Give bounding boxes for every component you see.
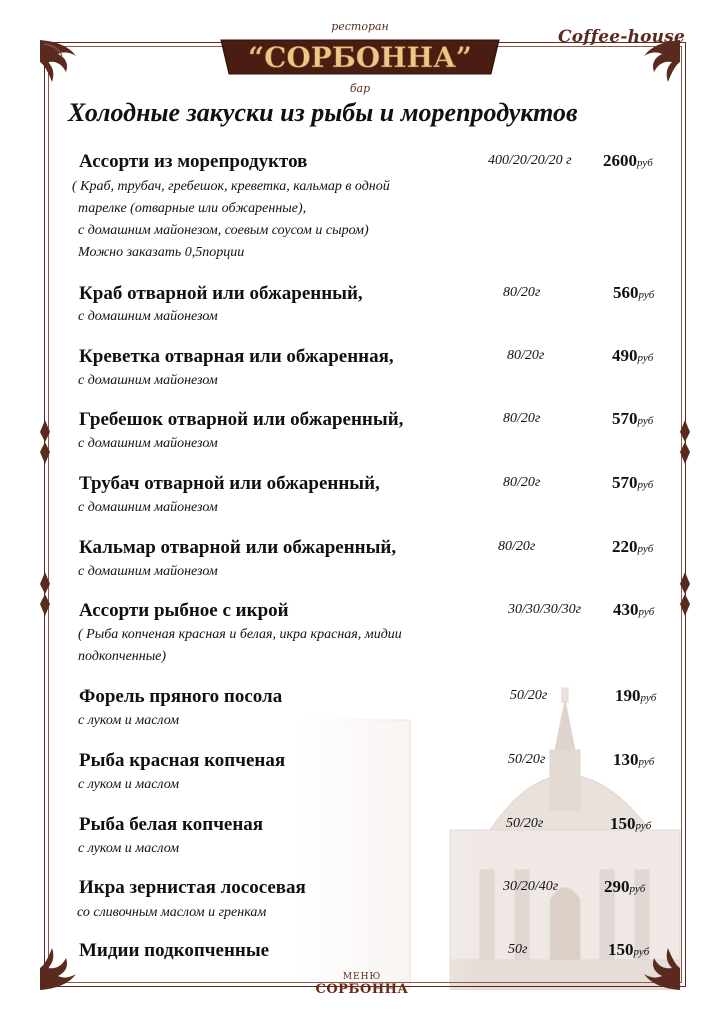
item-desc-line: с домашним майонезом bbox=[78, 309, 218, 324]
item-desc-line: Можно заказать 0,5порции bbox=[78, 245, 245, 260]
price-value: 190 bbox=[615, 686, 641, 705]
item-price bbox=[604, 877, 645, 897]
item-weight: 80/20г bbox=[507, 348, 545, 363]
price-value: 570 bbox=[612, 473, 638, 492]
item-name: Ассорти из морепродуктов bbox=[79, 151, 308, 172]
price-value: 570 bbox=[612, 409, 638, 428]
item-price bbox=[613, 750, 654, 770]
price-currency: руб bbox=[637, 415, 654, 427]
footer-logo bbox=[312, 972, 412, 1006]
item-name: Ассорти рыбное с икрой bbox=[79, 600, 289, 621]
price-value: 220 bbox=[612, 537, 638, 556]
item-weight: 80/20г bbox=[503, 475, 541, 490]
item-weight: 30/30/30/30г bbox=[508, 602, 582, 617]
item-name: Икра зернистая лососевая bbox=[79, 877, 306, 898]
section-title: Холодные закуски из рыбы и морепродуктов bbox=[68, 98, 578, 127]
item-weight: 50г bbox=[508, 942, 528, 957]
price-value: 150 bbox=[610, 814, 636, 833]
logo-banner bbox=[215, 34, 505, 80]
item-weight: 80/20г bbox=[503, 285, 541, 300]
item-desc-line: тарелке (отварные или обжаренные), bbox=[78, 201, 307, 216]
price-value: 130 bbox=[613, 750, 639, 769]
restaurant-logo bbox=[215, 18, 505, 95]
item-price bbox=[615, 686, 656, 706]
price-currency: руб bbox=[640, 692, 657, 704]
item-desc-line: с домашним майонезом bbox=[78, 436, 218, 451]
item-desc-line: ( Рыба копченая красная и белая, икра красная, мидии bbox=[78, 627, 402, 642]
item-name: Гребешок отварной или обжаренный, bbox=[79, 409, 404, 430]
item-desc-line: ( Краб, трубач, гребешок, креветка, кальмар в одной bbox=[72, 179, 390, 194]
item-price bbox=[612, 473, 653, 493]
item-weight: 50/20г bbox=[508, 752, 546, 767]
price-currency: руб bbox=[637, 543, 654, 555]
item-name: Рыба белая копченая bbox=[79, 814, 264, 835]
footer-menu-word: МЕНЮ bbox=[342, 972, 382, 982]
price-value: 560 bbox=[613, 283, 639, 302]
price-currency: руб bbox=[637, 479, 654, 491]
side-ornament-right-upper bbox=[678, 420, 692, 464]
item-weight: 30/20/40г bbox=[503, 879, 559, 894]
item-price bbox=[608, 940, 649, 960]
footer-brand: СОРБОННА bbox=[315, 982, 409, 997]
item-name: Рыба красная копченая bbox=[79, 750, 286, 771]
item-price bbox=[612, 409, 653, 429]
price-currency: руб bbox=[629, 883, 646, 895]
item-price bbox=[613, 283, 654, 303]
item-desc-line: подкопченные) bbox=[78, 649, 167, 664]
price-currency: руб bbox=[638, 756, 655, 768]
price-currency: руб bbox=[638, 289, 655, 301]
side-ornament-right-lower bbox=[678, 572, 692, 616]
price-currency: руб bbox=[638, 606, 655, 618]
item-weight: 80/20г bbox=[498, 539, 536, 554]
corner-ornament-top-left bbox=[36, 36, 100, 100]
item-name: Кальмар отварной или обжаренный, bbox=[79, 537, 397, 558]
item-name: Форель пряного посола bbox=[79, 686, 283, 707]
logo-restaurant-word: ресторан bbox=[331, 20, 389, 33]
logo-name: “СОРБОННА” bbox=[248, 41, 472, 74]
item-weight: 80/20г bbox=[503, 411, 541, 426]
price-currency: руб bbox=[637, 352, 654, 364]
item-desc-line: с луком и маслом bbox=[78, 841, 180, 856]
side-ornament-left-upper bbox=[38, 420, 52, 464]
logo-bar-word: бар bbox=[349, 82, 371, 95]
price-value: 2600 bbox=[603, 151, 637, 170]
item-price bbox=[613, 600, 654, 620]
price-value: 490 bbox=[612, 346, 638, 365]
item-desc-line: с домашним майонезом bbox=[78, 500, 218, 515]
price-value: 430 bbox=[613, 600, 639, 619]
item-desc-line: с домашним майонезом bbox=[78, 564, 218, 579]
price-currency: руб bbox=[637, 157, 653, 169]
item-name: Мидии подкопченные bbox=[79, 940, 270, 961]
price-value: 290 bbox=[604, 877, 630, 896]
item-desc-line: с домашним майонезом, соевым соусом и сыром) bbox=[78, 223, 369, 238]
price-value: 150 bbox=[608, 940, 634, 959]
item-price bbox=[610, 814, 651, 834]
side-ornament-left-lower bbox=[38, 572, 52, 616]
item-weight: 50/20г bbox=[510, 688, 548, 703]
item-price bbox=[603, 151, 653, 171]
item-name: Краб отварной или обжаренный, bbox=[79, 283, 363, 304]
item-price bbox=[612, 537, 653, 557]
item-name: Трубач отварной или обжаренный, bbox=[79, 473, 380, 494]
item-desc-line: со сливочным маслом и гренкам bbox=[77, 905, 267, 920]
price-currency: руб bbox=[635, 820, 652, 832]
item-desc-line: с домашним майонезом bbox=[78, 373, 218, 388]
item-weight: 50/20г bbox=[506, 816, 544, 831]
price-currency: руб bbox=[633, 946, 650, 958]
item-name: Креветка отварная или обжаренная, bbox=[79, 346, 394, 367]
item-weight: 400/20/20/20 г bbox=[488, 153, 572, 168]
item-desc-line: с луком и маслом bbox=[78, 713, 180, 728]
coffee-house-label: Coffee-house bbox=[558, 27, 686, 47]
item-desc-line: с луком и маслом bbox=[78, 777, 180, 792]
item-price bbox=[612, 346, 653, 366]
